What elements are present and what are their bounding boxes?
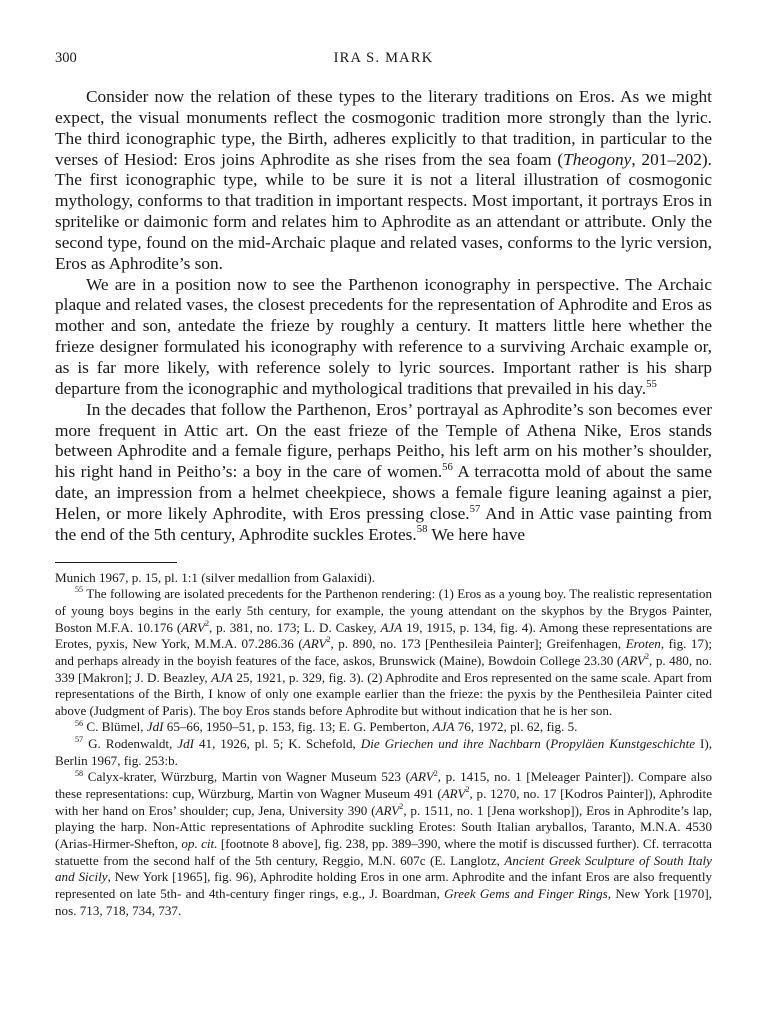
text-run: G. Rodenwaldt, — [83, 736, 178, 752]
text-run: , p. 890, no. 173 [Penthesileia Painter]; Greifenhagen, — [330, 636, 626, 652]
text-run: C. Blümel, — [83, 719, 147, 735]
text-run: Munich 1967, p. 15, pl. 1:1 (silver medallion from Galaxidi). — [55, 569, 376, 585]
italic-text: Ancient Greek Sculpture of South Italy and Sicily — [55, 852, 712, 885]
italic-text: ARV — [409, 769, 434, 785]
text-run: , p. 1511, no. 1 [Jena workshop]), Eros in Aphrodite’s lap, playing the harp. Non-Attic representations of Aphrodite suckling Erotes: South Italian aryballos, Taranto, M.N.A. 4530 (Arias-Hirmer-Shefton, — [55, 802, 712, 852]
running-head: IRA S. MARK — [333, 50, 434, 66]
italic-text: JdI — [146, 719, 164, 735]
italic-text: Greek Gems and Finger Rings — [444, 886, 608, 902]
note-ref: 58 — [416, 523, 428, 536]
italic-text: ARV — [302, 636, 327, 652]
italic-text: AJA — [380, 619, 403, 635]
note-ref: 2 — [326, 635, 331, 645]
italic-text: JdI — [177, 736, 195, 752]
italic-text: ARV — [375, 802, 400, 818]
italic-text: AJA — [432, 719, 455, 735]
text-run: , fig. 17); and perhaps already in the boyish features of the face, askos, Brunswick (Maine), Bowdoin College 23.30 ( — [55, 636, 713, 668]
note-ref: 55 — [75, 585, 84, 595]
text-run: 65–66, 1950–51, p. 153, fig. 13; E. G. Pemberton, — [163, 719, 433, 735]
text-run: 76, 1972, pl. 62, fig. 5. — [454, 719, 578, 735]
text-run: , New York [1970], nos. 713, 718, 734, 737. — [55, 886, 712, 918]
text-run: , New York [1965], fig. 96), Aphrodite holding Eros in one arm. Aphrodite and the infant Eros are also frequently represented on late 5th- and 4th-century finger rings, e.g., J. Boardman, — [55, 869, 713, 902]
page — [55, 40, 712, 919]
footnotes — [55, 570, 712, 920]
text-run: , 201–202). The first iconographic type, while to be sure it is not a literal illustration of cosmogonic mythology, conforms to that tradition in important respects. Most important, it portrays Eros in spritelike or daimonic form and relates him to Aphrodite as an attendant or attribute. Only the second type, found on the mid-Archaic plaque and related vases, conforms to the lyric version, Eros as Aphrodite’s son. — [55, 149, 712, 273]
text-run: 19, 1915, p. 134, fig. 4). Among these representations are Erotes, pyxis, New York, M.M.A. 07.286.36 ( — [55, 619, 713, 652]
text-run: I), Berlin 1967, fig. 253:b. — [55, 736, 712, 768]
footnote — [55, 736, 712, 769]
body-text — [55, 87, 712, 546]
italic-text: ARV — [621, 652, 645, 668]
italic-text: Eroten — [625, 636, 661, 652]
italic-text: ARV — [181, 619, 205, 635]
note-ref: 2 — [204, 618, 210, 628]
note-ref: 57 — [469, 502, 481, 515]
page-header — [55, 40, 712, 64]
note-ref: 2 — [399, 802, 404, 811]
text-run: Calyx-krater, Würzburg, Martin von Wagner Museum 523 ( — [83, 769, 410, 785]
footnote-rule — [55, 562, 177, 563]
text-run: , p. 1415, no. 1 [Meleager Painter]). Compare also these representations: cup, Würzburg, Martin von Wagner Museum 491 ( — [55, 769, 712, 802]
body-paragraph — [55, 275, 712, 400]
italic-text: ARV — [441, 786, 466, 802]
text-run: , p. 1270, no. 17 [Kodros Painter]), Aphrodite with her hand on Eros’ shoulder; cup, Jena, University 390 ( — [55, 786, 713, 818]
note-ref: 2 — [465, 785, 470, 795]
text-run: , p. 480, no. 339 [Makron]; J. D. Beazley, — [55, 652, 712, 685]
body-paragraph — [55, 87, 712, 275]
footnote — [55, 769, 712, 919]
text-run: Consider now the relation of these types to the literary traditions on Eros. As we might expect, the visual monuments reflect the cosmogonic tradition more strongly than the lyric. The third iconographic type, the Birth, adheres explicitly to that tradition, in particular to the verses of Hesiod: Eros joins Aphrodite as she rises from the sea foam ( — [55, 87, 712, 169]
italic-text: Propyläen Kunstgeschichte — [550, 736, 696, 752]
text-run: And in Attic vase painting from the end of the 5th century, Aphrodite suckles Erotes. — [55, 503, 712, 544]
italic-text: op. cit. — [181, 836, 218, 852]
text-run: We are in a position now to see the Parthenon iconography in perspective. The Archaic plaque and related vases, the closest precedents for the representation of Aphrodite and Eros as mother and son, antedate the frieze by roughly a century. It matters little here whether the frieze designer formulated his iconography with reference to a surviving Archaic example or, as is far more likely, with reference solely to lyric sources. Important rather is his sharp departure from the iconographic and mythological traditions that prevailed in his day. — [55, 274, 712, 398]
text-run: A terracotta mold of about the same date, an impression from a helmet cheekpiece, shows a female figure leaning against a pier, Helen, or more likely Aphrodite, with Eros pressing close. — [55, 462, 712, 523]
italic-text: Theogony — [563, 149, 632, 169]
note-ref: 2 — [644, 652, 650, 662]
text-run: The following are isolated precedents for the Parthenon rendering: (1) Eros as a young boy. The realistic representation of young boys begins in the early 5th century, for example, the young attendant on the skyphos by the Brygos Painter, Boston M.F.A. 10.176 ( — [55, 586, 712, 635]
text-run: ( — [540, 736, 551, 752]
note-ref: 58 — [75, 768, 84, 778]
note-ref: 55 — [646, 377, 657, 390]
note-ref: 57 — [75, 735, 84, 745]
text-run: In the decades that follow the Parthenon, Eros’ portrayal as Aphrodite’s son becomes ever more frequent in Attic art. On the east frieze of the Temple of Athena Nike, Eros stands between Aphrodite and a female figure, perhaps Peitho, his left arm on his mother’s shoulder, his right hand in Peitho’s: a boy in the care of women. — [55, 399, 712, 482]
footnote — [55, 719, 712, 736]
note-ref: 56 — [442, 460, 453, 473]
text-run: , p. 381, no. 173; L. D. Caskey, — [209, 619, 381, 635]
italic-text: Die Griechen und ihre Nachbarn — [360, 736, 541, 752]
text-run: 25, 1921, p. 329, fig. 3). (2) Aphrodite and Eros represented on the same scale. Apart from representations of the Birth, I know of only one example earlier than the frieze: the pyxis by the Penthesileia Painter cited above (Judgment of Paris). The boy Eros stands before Aphrodite but without indication that he is her son. — [55, 669, 712, 718]
italic-text: AJA — [211, 669, 233, 685]
footnote — [55, 586, 712, 719]
body-paragraph — [55, 400, 712, 546]
text-run: We here have — [427, 524, 526, 544]
footnote-continuation — [55, 570, 712, 587]
page-number: 300 — [55, 50, 77, 66]
text-run: 41, 1926, pl. 5; K. Schefold, — [194, 736, 361, 752]
text-run: [footnote 8 above], fig. 238, pp. 389–390, where the motif is discussed further). Cf. terracotta statuette from the second half of the 5th century, Reggio, M.N. 607c (E. Langlotz, — [55, 836, 712, 868]
note-ref: 2 — [433, 768, 438, 778]
note-ref: 56 — [75, 718, 84, 728]
